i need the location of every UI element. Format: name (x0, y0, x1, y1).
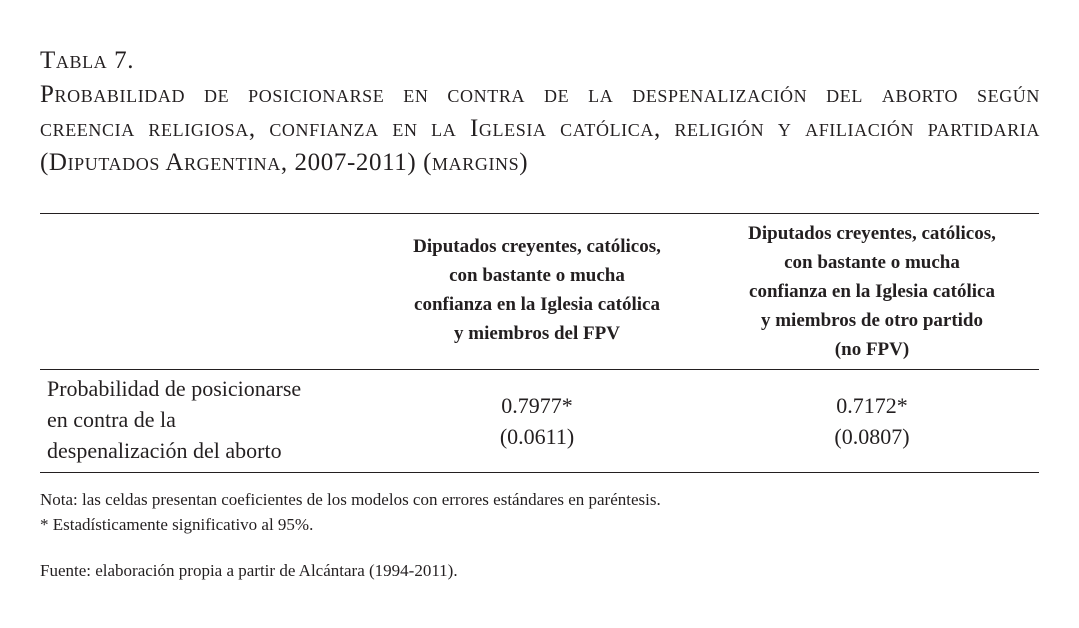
column-header-line: y miembros de otro partido (760, 310, 983, 331)
column-header-line: con bastante o mucha (449, 265, 625, 286)
coefficient-value: 0.7977* (501, 393, 573, 418)
row-label-line: despenalización del aborto (47, 438, 282, 463)
column-header-line: Diputados creyentes, católicos, (748, 223, 996, 244)
table-title-line-1: Probabilidad de posicionarse en contra de la despenalización del aborto según (40, 81, 1040, 108)
column-header-no-fpv (704, 219, 1040, 364)
source-note: Fuente: elaboración propia a partir de Alcántara (1994-2011). (40, 561, 458, 580)
standard-error: (0.0611) (499, 424, 575, 449)
cell-fpv (370, 390, 704, 452)
column-header-line: Diputados creyentes, católicos, (413, 236, 661, 257)
row-label (47, 373, 301, 466)
row-label-line: en contra de la (47, 407, 176, 432)
row-label-line: Probabilidad de posicionarse (47, 376, 302, 401)
column-header-fpv (370, 232, 704, 348)
coefficient-value: 0.7172* (836, 393, 908, 418)
standard-error: (0.0807) (834, 424, 910, 449)
table-bottom-rule (40, 472, 1039, 473)
table-title-line-2: creencia religiosa, confianza en la Iglesia católica, religión y afiliación partidaria (40, 115, 1040, 142)
table-top-rule (40, 213, 1039, 214)
table-caption (40, 44, 1040, 180)
column-header-line: y miembros del FPV (454, 323, 620, 344)
significance-note: * Estadísticamente significativo al 95%. (40, 515, 314, 534)
column-header-line: confianza en la Iglesia católica (414, 294, 660, 315)
table-header-rule (40, 369, 1039, 370)
column-header-line: confianza en la Iglesia católica (749, 281, 995, 302)
column-header-line: con bastante o mucha (784, 252, 960, 273)
column-header-line: (no FPV) (834, 339, 910, 360)
table-note: Nota: las celdas presentan coeficientes de los modelos con errores estándares en paréntesis. (40, 490, 661, 509)
cell-no-fpv (704, 390, 1040, 452)
table-label: Tabla 7. (40, 47, 135, 74)
table-title-line-3: (Diputados Argentina, 2007-2011) (margins) (40, 149, 529, 176)
